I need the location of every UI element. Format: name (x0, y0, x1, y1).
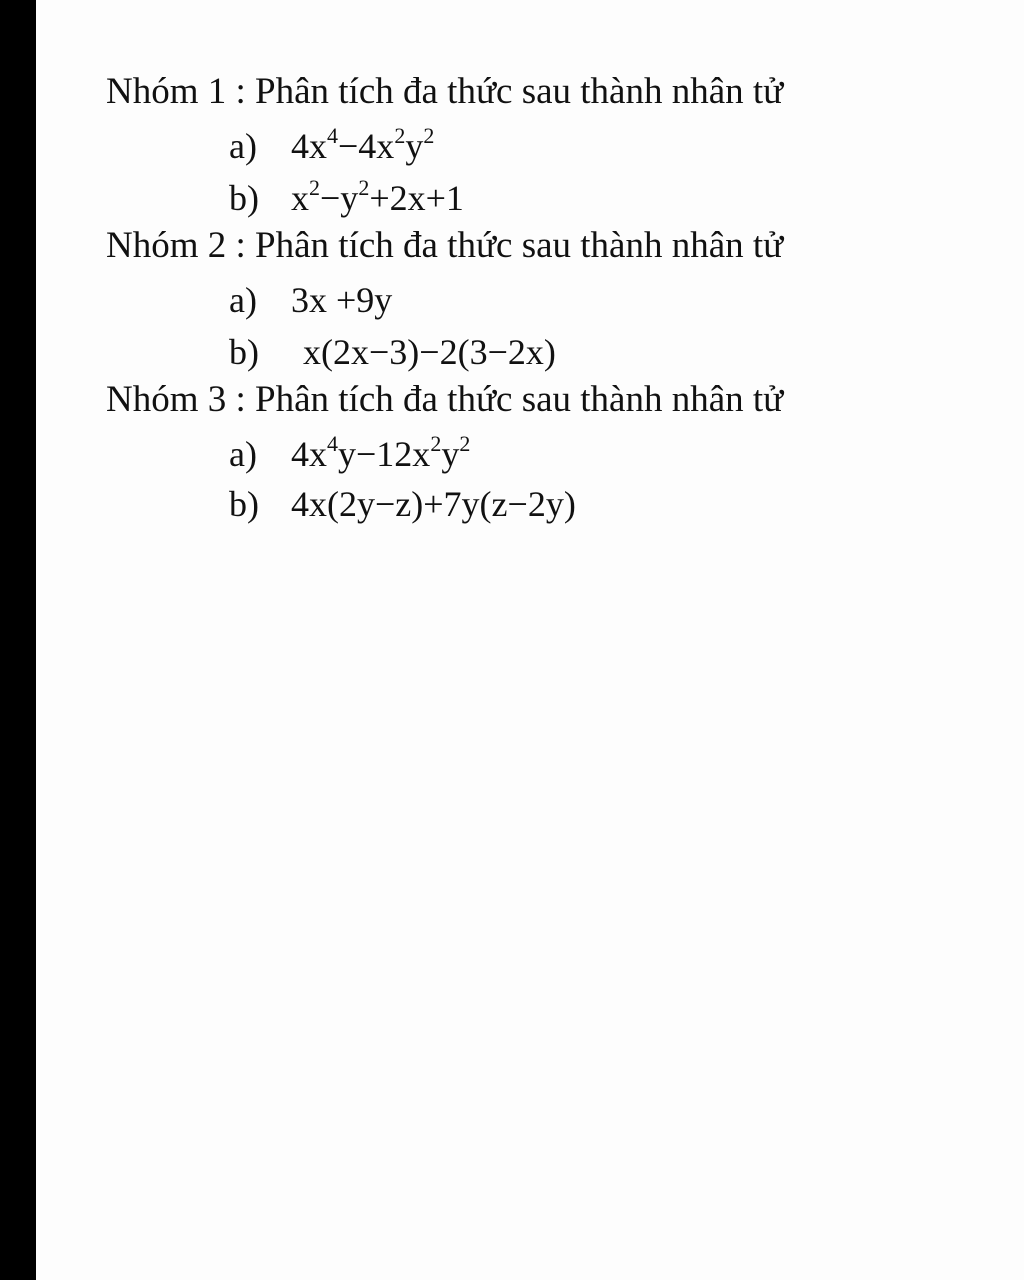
item-label: a) (229, 434, 257, 474)
item-label: b) (229, 332, 259, 372)
item-label: a) (229, 126, 257, 166)
expression: $4x^4y-12x^2y^2$ (291, 431, 471, 474)
group-3-item-b (229, 482, 576, 526)
expression: x(2x−3)−2(3−2x) (303, 332, 556, 372)
item-label: b) (229, 178, 259, 218)
expression: $x^2-y^2+2x+1$ (291, 175, 464, 218)
group-2-heading: Nhóm 2 : Phân tích đa thức sau thành nhân tử (106, 225, 784, 266)
document-page (36, 0, 1024, 1280)
item-label: b) (229, 484, 259, 524)
group-1-item-a (229, 124, 434, 168)
group-2-item-a (229, 278, 392, 322)
group-3-item-a (229, 432, 470, 476)
group-3-heading: Nhóm 3 : Phân tích đa thức sau thành nhân tử (106, 379, 784, 420)
expression: 3x +9y (291, 280, 393, 320)
expression: $4x^4-4x^2y^2$ (291, 123, 435, 166)
group-1-heading: Nhóm 1 : Phân tích đa thức sau thành nhân tử (106, 71, 784, 112)
expression: 4x(2y−z)+7y(z−2y) (291, 484, 576, 524)
group-1-item-b (229, 176, 464, 220)
item-label: a) (229, 280, 257, 320)
group-2-item-b (229, 330, 556, 374)
